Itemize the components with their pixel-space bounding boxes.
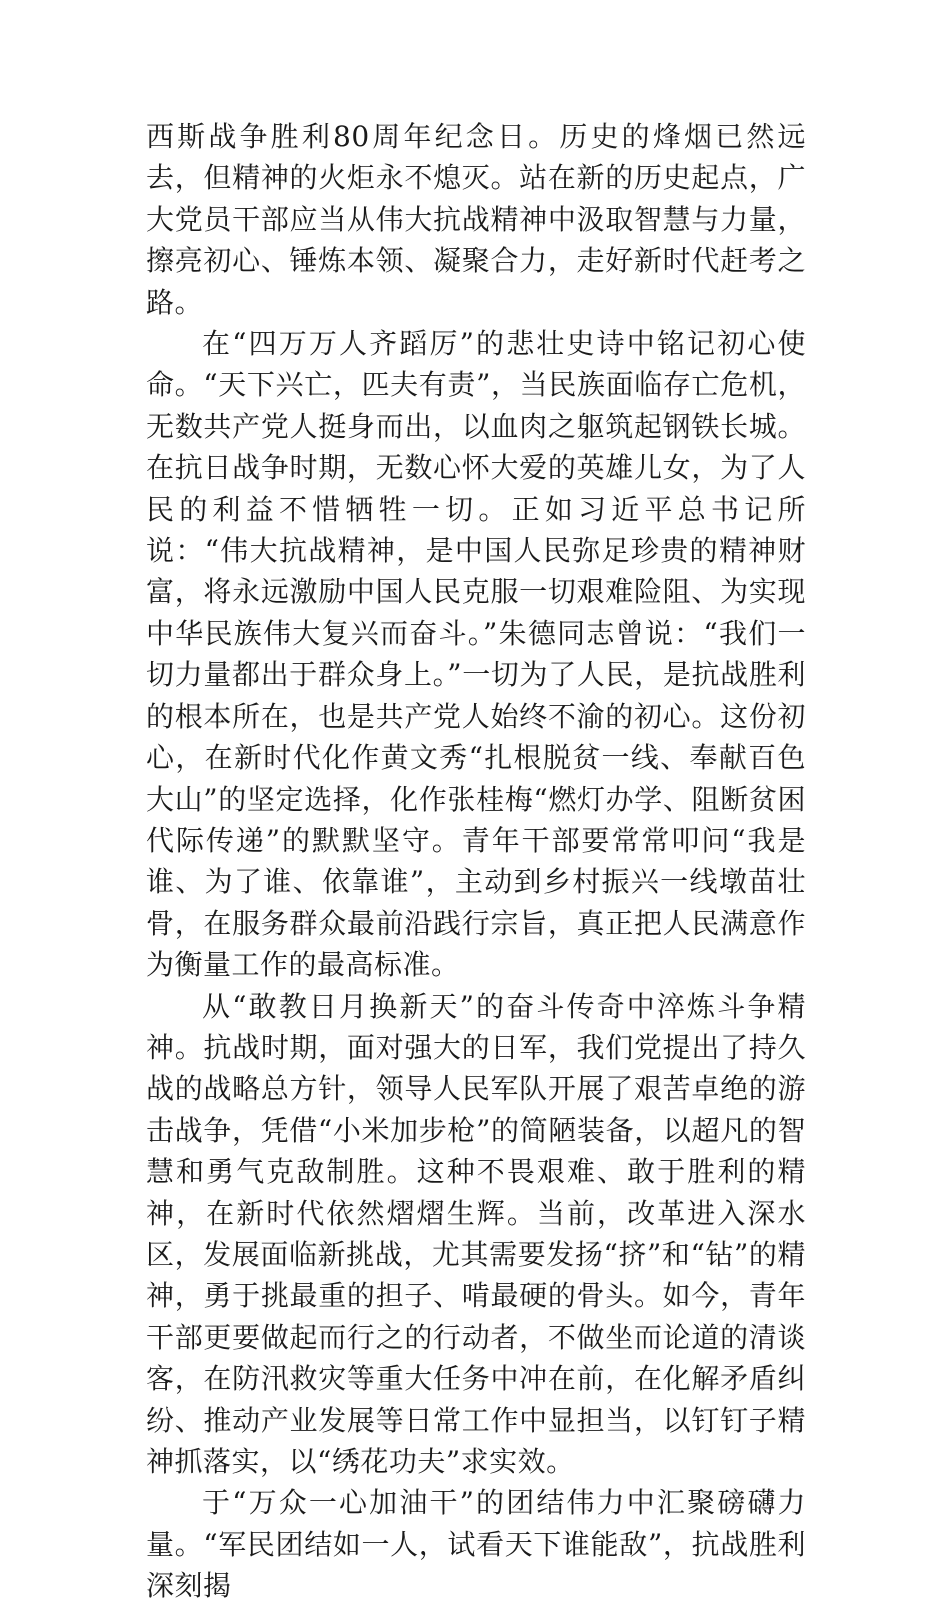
paragraph-original-mission: 在“四万万人齐蹈厉”的悲壮史诗中铭记初心使命。“天下兴亡，匹夫有责”，当民族面临存亡危机，无数共产党人挺身而出，以血肉之躯筑起钢铁长城。在抗日战争时期，无数心怀大爱的英雄儿女，为了人民的利益不惜牺牲一切。正如习近平总书记所说：“伟大抗战精神，是中国人民弥足珍贵的精神财富，将永远激励中国人民克服一切艰难险阻、为实现中华民族伟大复兴而奋斗。”朱德同志曾说：“我们一切力量都出于群众身上。”一切为了人民，是抗战胜利的根本所在，也是共产党人始终不渝的初心。这份初心，在新时代化作黄文秀“扎根脱贫一线、奉献百色大山”的坚定选择，化作张桂梅“燃灯办学、阻断贫困代际传递”的默默坚守。青年干部要常常叩问“我是谁、为了谁、依靠谁”，主动到乡村振兴一线墩苗壮骨，在服务群众最前沿践行宗旨，真正把人民满意作为衡量工作的最高标准。: [146, 327, 806, 982]
paragraph-intro-continuation: 西斯战争胜利80周年纪念日。历史的烽烟已然远去，但精神的火炬永不熄灭。站在新的历史起点，广大党员干部应当从伟大抗战精神中汲取智慧与力量，擦亮初心、锤炼本领、凝聚合力，走好新时代赶考之路。: [146, 120, 806, 319]
paragraph-unity-strength: 于“万众一心加油干”的团结伟力中汇聚磅礴力量。“军民团结如一人，试看天下谁能敌”，抗战胜利深刻揭: [146, 1486, 806, 1603]
document-page: [146, 116, 806, 1603]
paragraph-fighting-spirit: 从“敢教日月换新天”的奋斗传奇中淬炼斗争精神。抗战时期，面对强大的日军，我们党提出了持久战的战略总方针，领导人民军队开展了艰苦卓绝的游击战争，凭借“小米加步枪”的简陋装备，以超凡的智慧和勇气克敌制胜。这种不畏艰难、敢于胜利的精神，在新时代依然熠熠生辉。当前，改革进入深水区，发展面临新挑战，尤其需要发扬“挤”和“钻”的精神，勇于挑最重的担子、啃最硬的骨头。如今，青年干部更要做起而行之的行动者，不做坐而论道的清谈客，在防汛救灾等重大任务中冲在前，在化解矛盾纠纷、推动产业发展等日常工作中显担当，以钉钉子精神抓落实，以“绣花功夫”求实效。: [146, 989, 806, 1478]
